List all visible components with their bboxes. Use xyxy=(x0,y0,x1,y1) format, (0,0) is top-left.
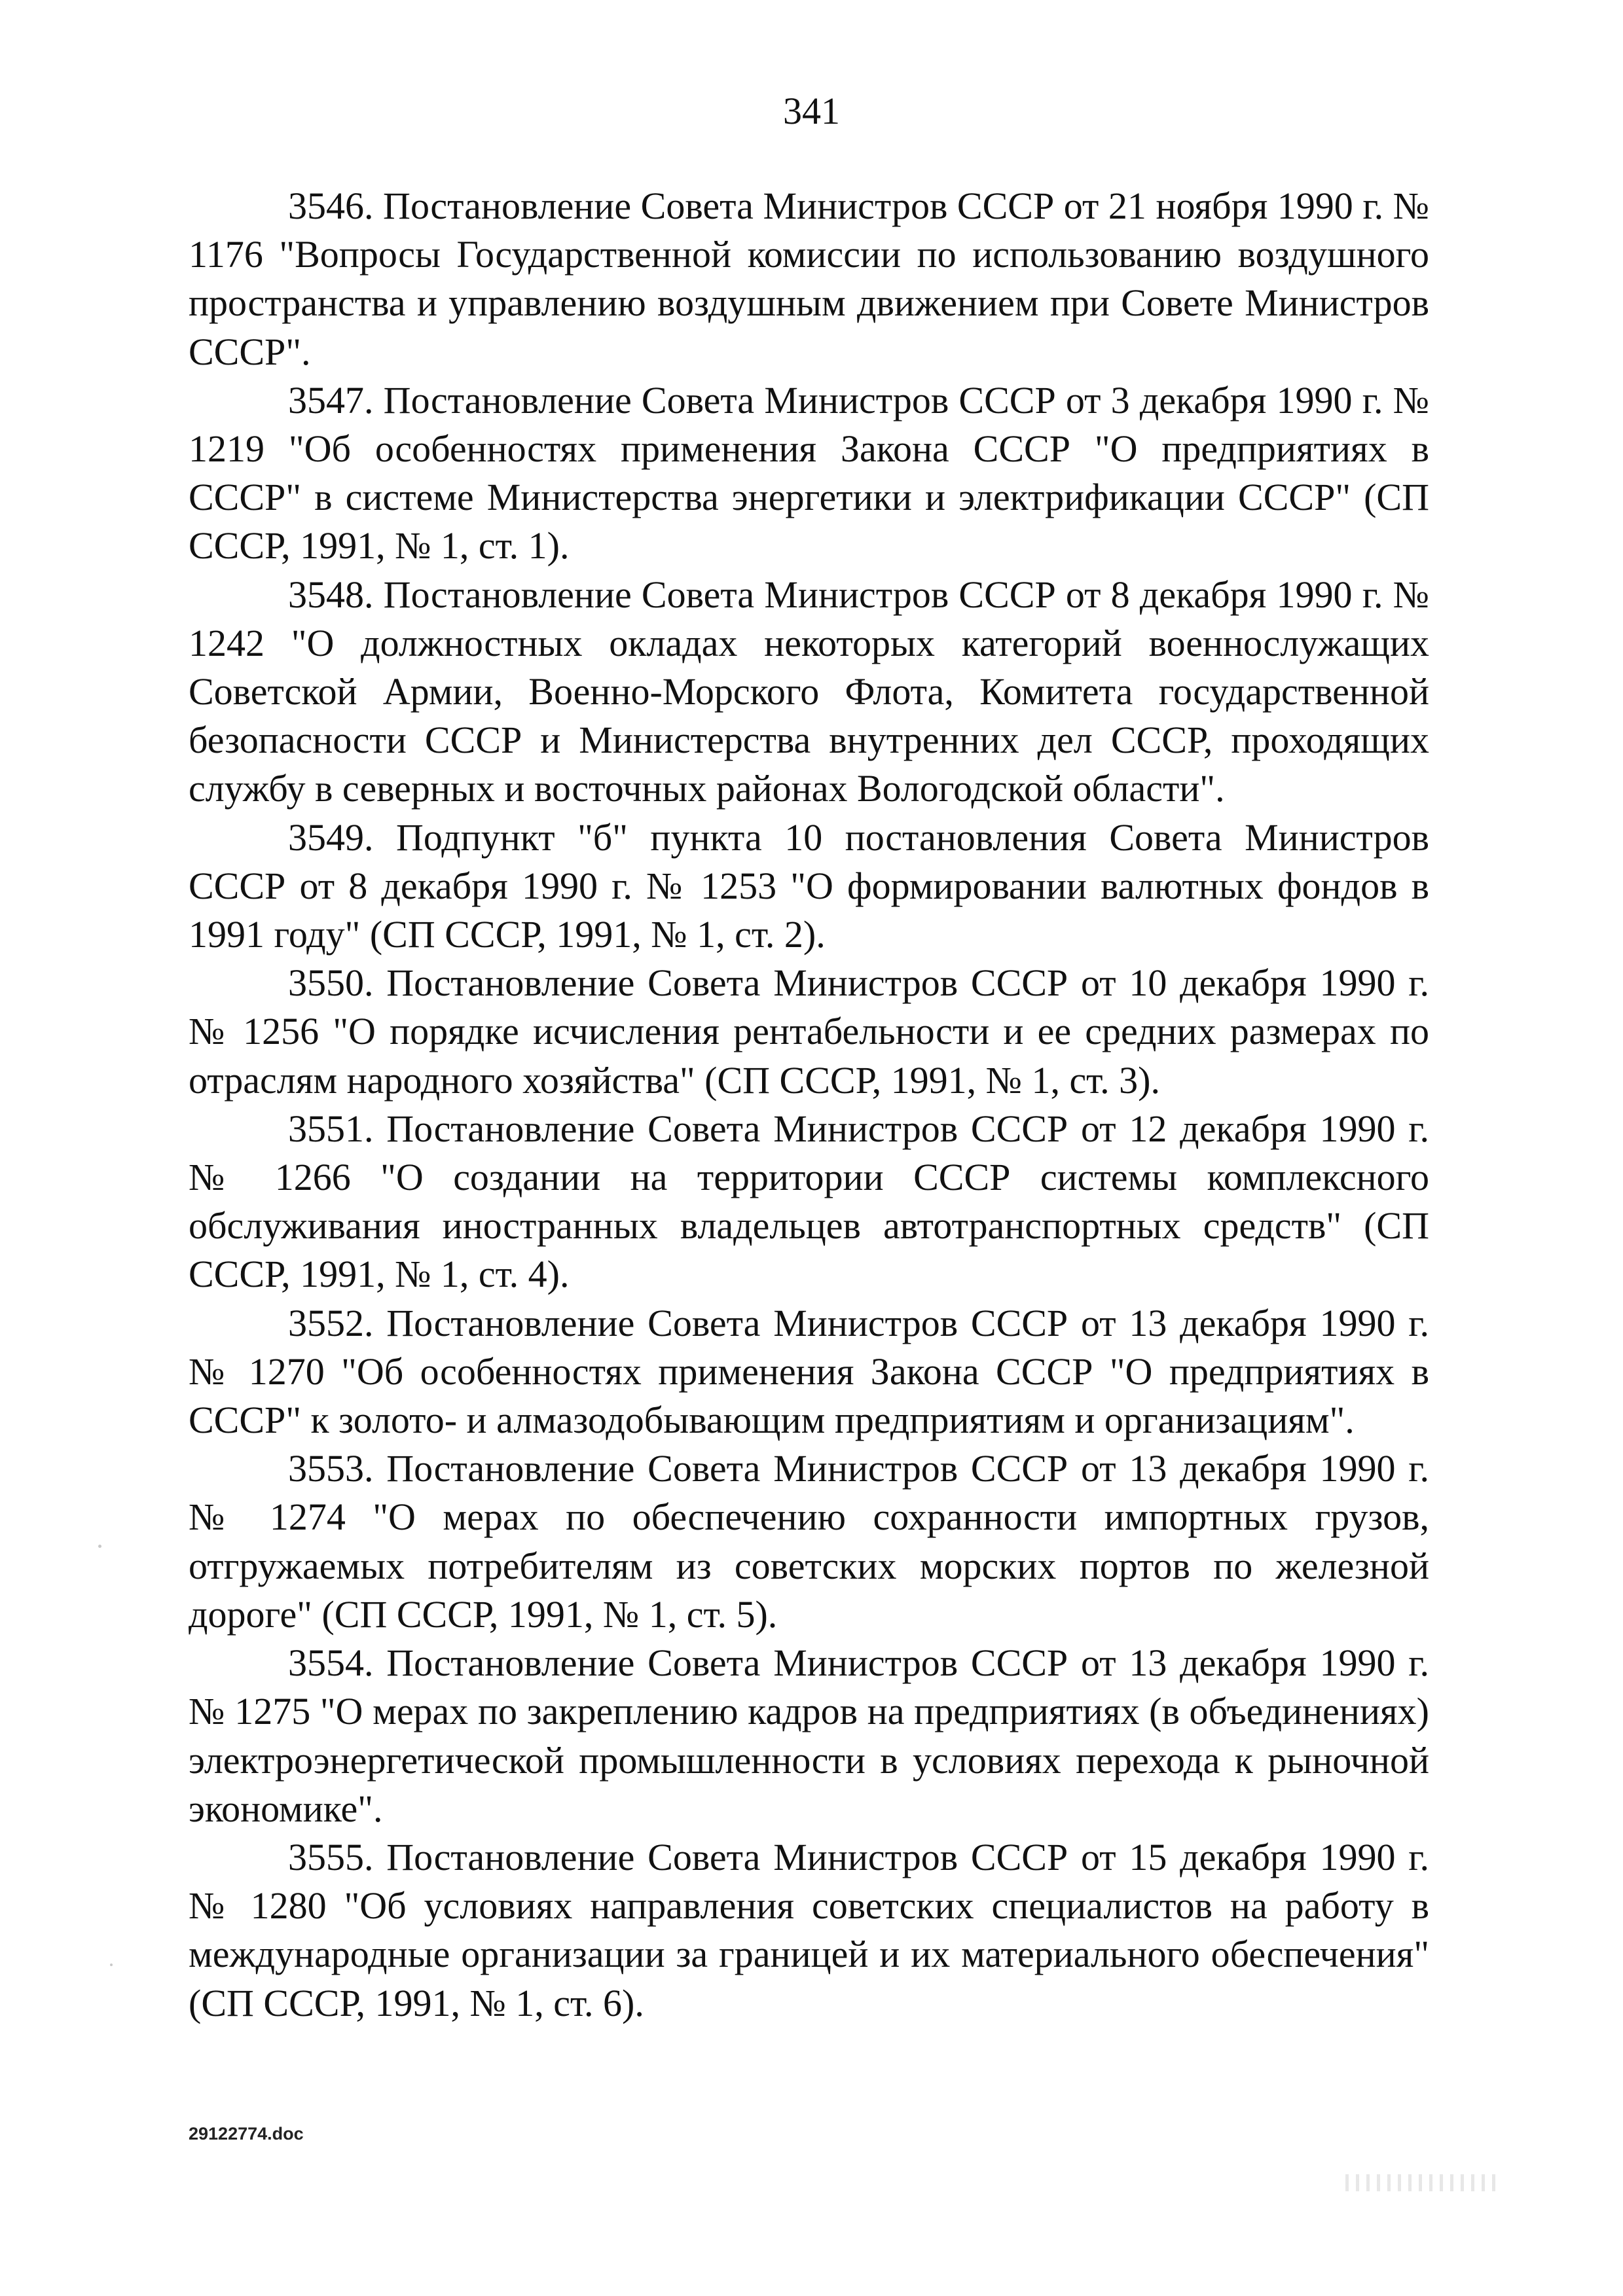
entry-3555: 3555. Постановление Совета Министров СССР от 15 декабря 1990 г. № 1280 "Об условиях направления советских специалистов на работу в международные организации за границей и их материального обеспечения" (СП СССР, 1991, № 1, ст. 6). xyxy=(189,1835,1429,2024)
entry-3548: 3548. Постановление Совета Министров СССР от 8 декабря 1990 г. № 1242 "О должностных окладах некоторых категорий военнослужащих Советской Армии, Военно-Морского Флота, Комитета государственной безопасности СССР и Министерства внутренних дел СССР, проходящих службу в северных и восточных районах Вологодской области". xyxy=(189,573,1429,810)
entry-3554: 3554. Постановление Совета Министров СССР от 13 декабря 1990 г. № 1275 "О мерах по закреплению кадров на предприятиях (в объединениях) электроэнергетической промышленности в условиях перехода к рыночной экономике". xyxy=(189,1641,1429,1830)
entry-3551: 3551. Постановление Совета Министров СССР от 12 декабря 1990 г. № 1266 "О создании на территории СССР системы комплексного обслуживания иностранных владельцев автотранспортных средств" (СП СССР, 1991, № 1, ст. 4). xyxy=(189,1107,1429,1296)
scan-speck xyxy=(110,1964,113,1966)
entry-3553: 3553. Постановление Совета Министров СССР от 13 декабря 1990 г. № 1274 "О мерах по обеспечению сохранности импортных грузов, отгружаемых потребителям из советских морских портов по железной дороге" (СП СССР, 1991, № 1, ст. 5). xyxy=(189,1447,1429,1636)
footer-filename: 29122774.doc xyxy=(189,2124,304,2144)
scan-artifact xyxy=(1345,2174,1496,2191)
entry-3552: 3552. Постановление Совета Министров СССР от 13 декабря 1990 г. № 1270 "Об особенностях применения Закона СССР "О предприятиях в СССР" к золото- и алмазодобывающим предприятиям и организациям". xyxy=(189,1301,1429,1442)
document-body xyxy=(189,182,1429,2028)
page-number: 341 xyxy=(783,90,840,132)
entry-3547: 3547. Постановление Совета Министров СССР от 3 декабря 1990 г. № 1219 "Об особенностях применения Закона СССР "О предприятиях в СССР" в системе Министерства энергетики и электрификации СССР" (СП СССР, 1991, № 1, ст. 1). xyxy=(189,378,1429,567)
entry-3550: 3550. Постановление Совета Министров СССР от 10 декабря 1990 г. № 1256 "О порядке исчисления рентабельности и ее средних размерах по отраслям народного хозяйства" (СП СССР, 1991, № 1, ст. 3). xyxy=(189,961,1429,1102)
entry-3546: 3546. Постановление Совета Министров СССР от 21 ноября 1990 г. № 1176 "Вопросы Государственной комиссии по использованию воздушного пространства и управлению воздушным движением при Совете Министров СССР". xyxy=(189,185,1429,373)
entry-3549: 3549. Подпункт "б" пункта 10 постановления Совета Министров СССР от 8 декабря 1990 г. № 1253 "О формировании валютных фондов в 1991 году" (СП СССР, 1991, № 1, ст. 2). xyxy=(189,816,1429,956)
scan-speck xyxy=(98,1545,101,1548)
